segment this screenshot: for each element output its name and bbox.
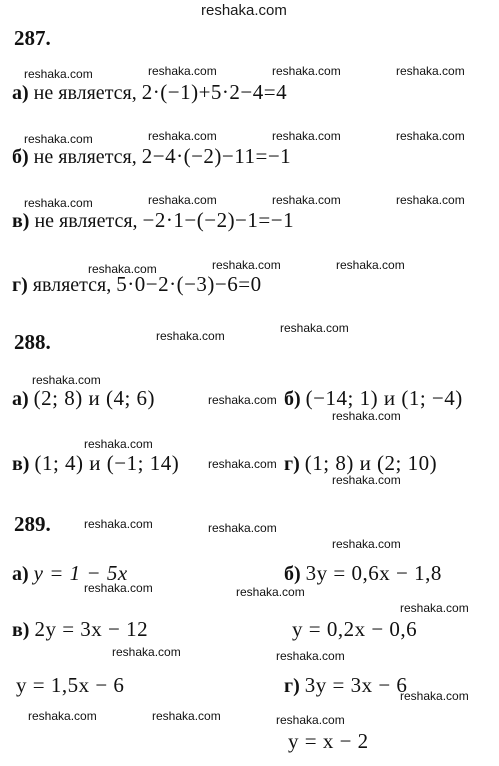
answer-287-v [12, 208, 294, 233]
item-label: а) [12, 82, 29, 104]
item-expression: y = x − 2 [288, 729, 369, 753]
watermark: reshaka.com [84, 517, 153, 531]
watermark: reshaka.com [272, 129, 341, 143]
watermark: reshaka.com [88, 262, 157, 276]
watermark: reshaka.com [156, 329, 225, 343]
item-label: а) [12, 563, 29, 585]
watermark: reshaka.com [276, 713, 345, 727]
watermark: reshaka.com [208, 393, 277, 407]
watermark: reshaka.com [332, 537, 401, 551]
item-expression: (1; 4) и (−1; 14) [34, 451, 180, 475]
watermark: reshaka.com [112, 645, 181, 659]
item-expression: 3y = 0,6x − 1,8 [305, 561, 442, 585]
item-expression: 3y = 3x − 6 [304, 673, 408, 697]
answer-289-v [12, 617, 148, 642]
answer-288-b [284, 386, 463, 411]
item-expression: (1; 8) и (2; 10) [304, 451, 438, 475]
answer-289-g-line2 [288, 729, 369, 754]
watermark: reshaka.com [272, 64, 341, 78]
item-label: а) [12, 388, 29, 410]
item-label: в) [12, 619, 30, 641]
watermark: reshaka.com [208, 521, 277, 535]
answer-288-a [12, 386, 155, 411]
item-label: г) [12, 274, 28, 296]
watermark: reshaka.com [396, 129, 465, 143]
watermark: reshaka.com [28, 709, 97, 723]
watermark: reshaka.com [152, 709, 221, 723]
item-label: б) [12, 146, 29, 168]
watermark: reshaka.com [400, 601, 469, 615]
watermark: reshaka.com [272, 193, 341, 207]
watermark: reshaka.com [396, 64, 465, 78]
site-title[interactable]: reshaka.com [201, 2, 287, 19]
watermark: reshaka.com [400, 689, 469, 703]
answer-288-v [12, 451, 179, 476]
item-label: б) [284, 388, 301, 410]
item-text: не является, [34, 210, 138, 232]
watermark: reshaka.com [332, 473, 401, 487]
answer-289-b [284, 561, 442, 586]
item-label: б) [284, 563, 301, 585]
watermark: reshaka.com [24, 132, 93, 146]
item-expression: y = 1,5x − 6 [16, 673, 125, 697]
item-expression: (−14; 1) и (1; −4) [305, 386, 463, 410]
watermark: reshaka.com [148, 64, 217, 78]
item-expression: 2·(−1)+5·2−4=4 [141, 80, 288, 104]
task-number-287: 287. [14, 26, 51, 50]
watermark: reshaka.com [32, 373, 101, 387]
answer-287-a [12, 80, 287, 105]
watermark: reshaka.com [276, 649, 345, 663]
item-label: в) [12, 210, 30, 232]
answer-289-b-line2 [292, 617, 417, 642]
item-expression: 2−4·(−2)−11=−1 [141, 144, 292, 168]
watermark: reshaka.com [396, 193, 465, 207]
watermark: reshaka.com [84, 581, 153, 595]
item-text: не является, [33, 146, 137, 168]
item-expression: y = 1 − 5x [33, 561, 128, 585]
item-label: в) [12, 453, 30, 475]
watermark: reshaka.com [84, 437, 153, 451]
item-expression: (2; 8) и (4; 6) [33, 386, 156, 410]
watermark: reshaka.com [208, 457, 277, 471]
watermark: reshaka.com [280, 321, 349, 335]
task-number-289: 289. [14, 512, 51, 536]
answer-289-v-line2 [16, 673, 124, 698]
item-label: г) [284, 453, 300, 475]
watermark: reshaka.com [236, 585, 305, 599]
watermark: reshaka.com [336, 258, 405, 272]
item-label: г) [284, 675, 300, 697]
item-expression: 2y = 3x − 12 [34, 617, 149, 641]
item-expression: 5·0−2·(−3)−6=0 [116, 272, 262, 296]
answer-287-b [12, 144, 291, 169]
task-number-288: 288. [14, 330, 51, 354]
watermark: reshaka.com [332, 409, 401, 423]
item-text: является, [32, 274, 112, 296]
watermark: reshaka.com [212, 258, 281, 272]
watermark: reshaka.com [24, 196, 93, 210]
item-expression: −2·1−(−2)−1=−1 [142, 208, 295, 232]
watermark: reshaka.com [148, 193, 217, 207]
watermark: reshaka.com [148, 129, 217, 143]
item-text: не является, [33, 82, 137, 104]
item-expression: y = 0,2x − 0,6 [292, 617, 418, 641]
answer-289-g [284, 673, 407, 698]
answer-287-g [12, 272, 262, 297]
watermark: reshaka.com [24, 67, 93, 81]
